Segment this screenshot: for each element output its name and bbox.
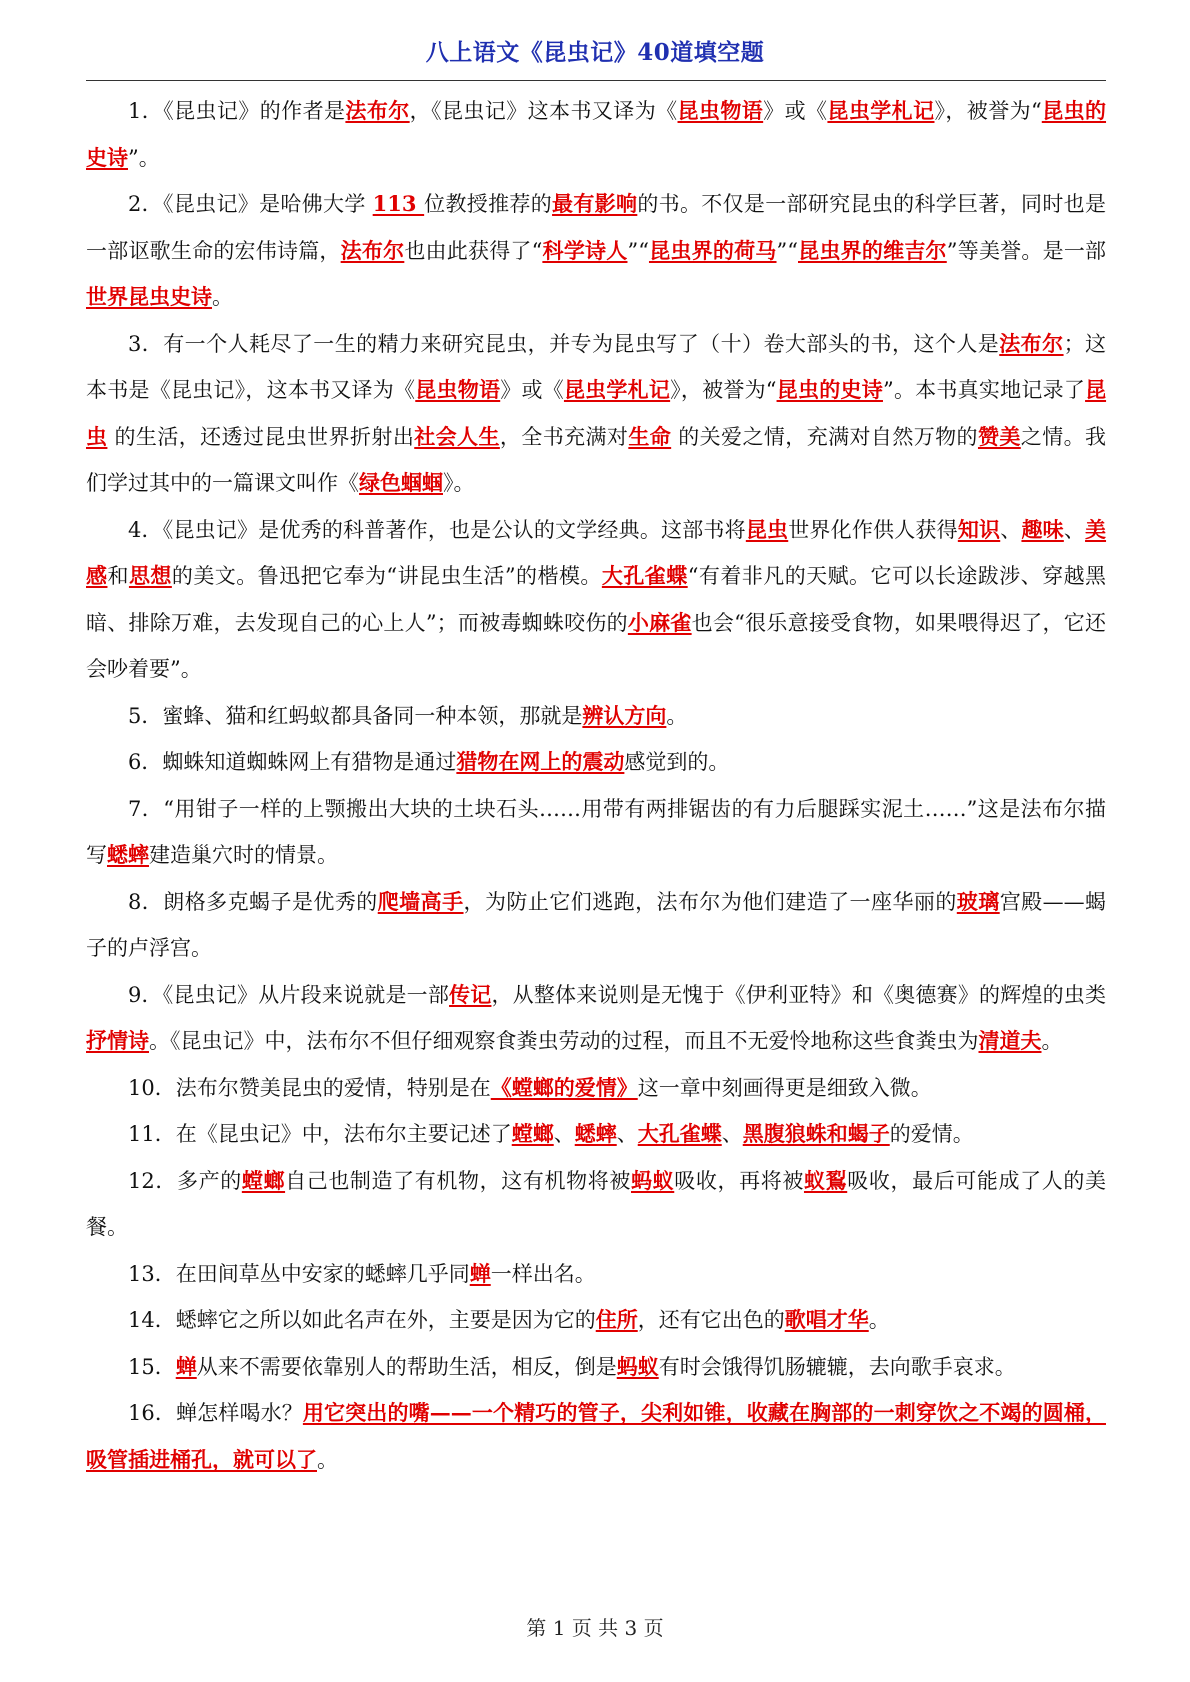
question-text: 、	[616, 1122, 638, 1146]
question-number: 5．	[128, 703, 163, 728]
question-text: 自己也制造了有机物，这有机物将被	[285, 1168, 631, 1193]
question-item	[86, 507, 1106, 693]
page-title: 八上语文《昆虫记》40道填空题	[425, 39, 765, 66]
answer-text: 螳螂	[511, 1121, 554, 1146]
answer-text: 清道夫	[978, 1028, 1042, 1053]
question-list	[86, 88, 1106, 1483]
question-text: 蜘蛛知道蜘蛛网上有猎物是通过	[162, 750, 457, 774]
question-text: 宫殿——蝎子的卢浮宫。	[86, 889, 1107, 960]
answer-text: 昆虫学札记	[563, 377, 671, 402]
answer-text: 爬墙高手	[377, 888, 464, 914]
question-text: 的关爱之情，充满对自然万物的	[671, 424, 978, 449]
question-text: 、	[1000, 517, 1022, 542]
question-text: ”“	[776, 238, 798, 263]
question-text: ”。	[128, 145, 160, 170]
answer-text: 蚁鴷	[803, 1167, 848, 1193]
answer-text: 蚂蚁	[616, 1353, 659, 1379]
question-text: 《昆虫记》从片段来说就是一部	[162, 982, 450, 1007]
answer-text: 法布尔	[345, 98, 410, 123]
question-text: 的书。不仅是一部研究昆虫的科学巨著，同时也是一部讴歌生命的宏伟诗篇，	[86, 192, 1106, 263]
answer-text: 蚂蚁	[631, 1167, 675, 1193]
answer-text: 用它突出的嘴——一个精巧的管子，尖利如锥，收藏在胸部的一刺穿饮之不竭的圆桶，吸管插进桶孔，就可以了	[86, 1400, 1106, 1472]
answer-text: 科学诗人	[542, 237, 628, 263]
question-text: ，还有它出色的	[637, 1308, 785, 1332]
question-text: 有一个人耗尽了一生的精力来研究昆虫，并专为昆虫写了（十）卷大部头的书，这个人是	[163, 331, 1000, 356]
answer-text: 世界昆虫史诗	[86, 284, 212, 309]
question-number: 13．	[128, 1261, 176, 1286]
question-number: 6．	[128, 750, 163, 774]
answer-text: 《螳螂的爱情》	[490, 1074, 638, 1100]
question-text: ，为防止它们逃跑，法布尔为他们建造了一座华丽的	[463, 889, 957, 914]
question-text: 的美文。鲁迅把它奉为“讲昆虫生活”的楷模。	[171, 564, 602, 588]
question-number: 15．	[128, 1354, 176, 1379]
answer-text: 法布尔	[340, 237, 405, 263]
question-text: 朗格多克蝎子是优秀的	[163, 889, 378, 914]
question-text: ，《昆虫记》这本书又译为《	[409, 99, 678, 123]
answer-text: 生命	[628, 423, 672, 449]
question-number: 12．	[128, 1168, 177, 1193]
question-text: 》，被誉为“	[670, 378, 777, 402]
answer-text: 小麻雀	[627, 609, 692, 635]
question-text: 蜜蜂、猫和红蚂蚁都具备同一种本领，那就是	[162, 703, 583, 728]
question-item	[86, 786, 1106, 879]
question-text: 和	[107, 564, 129, 588]
question-text: 蟋蟀它之所以如此名声在外，主要是因为它的	[175, 1308, 596, 1332]
question-item	[86, 1111, 1106, 1158]
answer-text: 抒情诗	[86, 1028, 149, 1053]
answer-text: 蟋蟀	[574, 1121, 617, 1146]
question-text: 之情。我们学过其中的一篇课文叫作《	[86, 424, 1107, 495]
answer-text: 昆虫物语	[415, 377, 501, 402]
answer-text: 113	[372, 191, 425, 216]
question-text: 有时会饿得饥肠辘辘，去向歌手哀求。	[658, 1354, 1016, 1379]
question-item	[86, 88, 1106, 181]
question-item	[86, 1390, 1106, 1483]
question-item	[86, 1065, 1106, 1112]
question-text: 感觉到的。	[624, 750, 730, 774]
question-text: 建造巢穴时的情景。	[149, 843, 338, 867]
question-text: 从来不需要依靠别人的帮助生活，相反，倒是	[196, 1354, 617, 1379]
question-text: 。	[1041, 1029, 1063, 1053]
question-text: 》或《	[500, 378, 564, 402]
answer-text: 昆虫物语	[677, 98, 764, 123]
question-text: ；这本书是《昆虫记》，这本书又译为《	[86, 331, 1106, 402]
question-text: 。《昆虫记》中，法布尔不但仔细观察食粪虫劳动的过程，而且不无爱怜地称这些食粪虫为	[149, 1029, 979, 1053]
question-text: 。	[868, 1308, 890, 1332]
answer-text: 昆虫学札记	[827, 98, 935, 123]
question-item	[86, 879, 1106, 972]
answer-text: 玻璃	[956, 888, 1000, 914]
question-number: 14．	[128, 1308, 176, 1332]
question-text: ，全书充满对	[499, 424, 629, 449]
question-number: 8．	[128, 889, 164, 914]
answer-text: 趣味	[1021, 516, 1064, 542]
answer-text: 绿色蝈蝈	[359, 470, 443, 495]
question-text: 在田间草丛中安家的蟋蟀几乎同	[175, 1261, 470, 1286]
question-text: “有着非凡的天赋。它可以长途跋涉、穿越黑暗、排除万难，去发现自己的心上人”；而被毒蜘蛛咬伤的	[86, 564, 1107, 635]
answer-text: 昆虫界的荷马	[648, 237, 777, 263]
question-text: 、	[721, 1122, 743, 1146]
answer-text: 昆虫界的维吉尔	[798, 237, 947, 263]
question-text: 吸收，最后可能成了人的美餐。	[86, 1168, 1107, 1239]
answer-text: 螳螂	[241, 1167, 286, 1193]
answer-text: 知识	[957, 516, 1001, 542]
question-text: 这一章中刻画得更是细致入微。	[637, 1075, 932, 1100]
question-number: 3．	[128, 331, 164, 356]
answer-text: 蝉	[469, 1260, 491, 1286]
question-number: 7．	[128, 796, 164, 821]
question-text: 》或《	[763, 99, 828, 123]
question-item	[86, 321, 1106, 507]
question-text: 的爱情。	[889, 1122, 974, 1146]
answer-text: 昆虫	[745, 516, 789, 542]
answer-text: 思想	[128, 563, 172, 588]
answer-text: 最有影响	[552, 191, 638, 216]
question-text: 世界化作供人获得	[788, 517, 958, 542]
question-text: 》。	[443, 471, 475, 495]
answer-text: 大孔雀蝶	[601, 563, 688, 588]
question-text: 一样出名。	[490, 1261, 596, 1286]
answer-text: 辨认方向	[582, 702, 667, 728]
answer-text: 昆虫的史诗	[776, 377, 883, 402]
question-text: “用钳子一样的上颚搬出大块的土块石头……用带有两排锯齿的有力后腿踩实泥土……”这是法布尔描写	[86, 796, 1106, 867]
question-text: 在《昆虫记》中，法布尔主要记述了	[175, 1122, 512, 1146]
question-text: ”。本书真实地记录了	[882, 378, 1086, 402]
answer-text: 蟋蟀	[107, 842, 149, 867]
answer-text: 大孔雀蝶	[637, 1121, 722, 1146]
question-item	[86, 693, 1106, 740]
question-number: 1．	[128, 99, 164, 123]
question-text: 法布尔赞美昆虫的爱情，特别是在	[175, 1075, 491, 1100]
question-text: 。	[212, 285, 233, 309]
question-text: 、	[1063, 517, 1086, 542]
title-divider	[86, 80, 1106, 81]
question-text: 《昆虫记》是优秀的科普著作，也是公认的文学经典。这部书将	[162, 517, 746, 542]
question-text: 的生活，还透过昆虫世界折射出	[107, 424, 415, 449]
answer-text: 昆虫的史诗	[86, 98, 1107, 170]
question-number: 16．	[128, 1401, 177, 1425]
question-text: ”等美誉。是一部	[946, 238, 1107, 263]
question-number: 2．	[128, 192, 163, 216]
question-text: 。	[666, 703, 688, 728]
question-text: 》，被誉为“	[934, 99, 1042, 123]
question-text: 也会“很乐意接受食物，如果喂得迟了，它还会吵着要”。	[86, 610, 1107, 681]
question-text: 位教授推荐的	[424, 192, 553, 216]
question-text: 吸收，再将被	[674, 1168, 804, 1193]
question-text: 《昆虫记》的作者是	[163, 99, 346, 123]
question-number: 4．	[128, 517, 163, 542]
question-item	[86, 1158, 1106, 1251]
question-number: 10．	[128, 1075, 176, 1100]
answer-text: 黑腹狼蛛和蝎子	[742, 1121, 890, 1146]
question-item	[86, 739, 1106, 786]
question-text: ”“	[627, 238, 649, 263]
question-text: 蝉怎样喝水？	[176, 1401, 303, 1425]
question-item	[86, 972, 1106, 1065]
question-text: 也由此获得了“	[404, 238, 543, 263]
answer-text: 歌唱才华	[784, 1307, 869, 1332]
answer-text: 昆虫	[86, 377, 1107, 449]
answer-text: 蝉	[175, 1353, 197, 1379]
answer-text: 法布尔	[999, 330, 1064, 356]
answer-text: 猎物在网上的震动	[456, 749, 625, 774]
question-text: 、	[553, 1122, 575, 1146]
question-number: 9．	[128, 982, 163, 1007]
answer-text: 社会人生	[414, 423, 500, 449]
question-item	[86, 1344, 1106, 1391]
answer-text: 传记	[449, 981, 492, 1007]
answer-text: 美感	[86, 516, 1107, 588]
question-text: 《昆虫记》是哈佛大学	[163, 192, 373, 216]
question-number: 11．	[128, 1122, 176, 1146]
page-footer: 第 1 页 共 3 页	[526, 1616, 664, 1640]
question-item	[86, 181, 1106, 321]
question-item	[86, 1297, 1106, 1344]
answer-text: 赞美	[977, 423, 1021, 449]
question-item	[86, 1251, 1106, 1298]
answer-text: 住所	[595, 1307, 638, 1332]
question-text: 。	[317, 1447, 338, 1472]
question-text: 多产的	[176, 1168, 242, 1193]
question-text: ，从整体来说则是无愧于《伊利亚特》和《奥德赛》的辉煌的虫类	[491, 982, 1107, 1007]
